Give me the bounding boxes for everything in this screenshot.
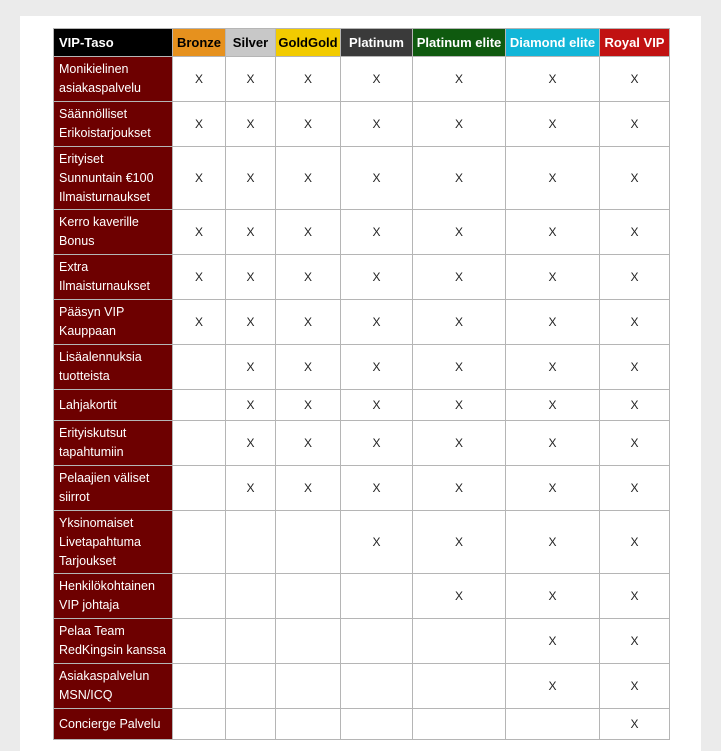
included-mark: X [506, 345, 600, 390]
empty-cell [413, 664, 506, 709]
empty-cell [341, 574, 413, 619]
benefit-label-line: Pääsyn VIP [59, 305, 125, 319]
included-mark: X [413, 574, 506, 619]
included-mark: X [600, 300, 670, 345]
benefit-label-line: Concierge Palvelu [59, 716, 161, 731]
tier-header-goldgold: GoldGold [276, 29, 341, 57]
benefit-label-line: Ilmaisturnaukset [59, 279, 151, 293]
empty-cell [276, 709, 341, 740]
benefit-label-line: tapahtumiin [59, 445, 124, 459]
benefit-label [54, 664, 173, 709]
benefit-row [54, 57, 670, 102]
empty-cell [226, 574, 276, 619]
included-mark: X [276, 300, 341, 345]
included-mark: X [506, 664, 600, 709]
benefit-label-line: Pelaajien väliset [59, 471, 150, 485]
included-mark: X [276, 210, 341, 255]
included-mark: X [226, 466, 276, 511]
included-mark: X [173, 102, 226, 147]
empty-cell [173, 466, 226, 511]
included-mark: X [600, 390, 670, 421]
included-mark: X [600, 421, 670, 466]
included-mark: X [413, 255, 506, 300]
empty-cell [173, 421, 226, 466]
benefit-label-line: Extra [59, 260, 89, 274]
benefit-row [54, 345, 670, 390]
included-mark: X [226, 421, 276, 466]
benefit-label [54, 619, 173, 664]
included-mark: X [413, 210, 506, 255]
included-mark: X [506, 210, 600, 255]
included-mark: X [506, 300, 600, 345]
benefit-label [54, 210, 173, 255]
benefit-row [54, 210, 670, 255]
tier-header-row [54, 29, 670, 57]
empty-cell [226, 619, 276, 664]
included-mark: X [506, 255, 600, 300]
included-mark: X [173, 300, 226, 345]
benefit-label-line: Sunnuntain €100 [59, 170, 154, 185]
tier-header-silver: Silver [226, 29, 276, 57]
included-mark: X [413, 511, 506, 574]
benefit-label-line: MSN/ICQ [59, 688, 113, 702]
included-mark: X [600, 57, 670, 102]
benefit-label [54, 255, 173, 300]
benefit-label-line: Lisäalennuksia [59, 350, 142, 364]
vip-level-header: VIP-Taso [54, 29, 173, 57]
empty-cell [276, 664, 341, 709]
benefit-label-line: Kauppaan [59, 324, 117, 338]
included-mark: X [341, 255, 413, 300]
benefit-label-line: Yksinomaiset [59, 515, 134, 530]
included-mark: X [276, 421, 341, 466]
tier-header-platinum-elite: Platinum elite [413, 29, 506, 57]
included-mark: X [506, 57, 600, 102]
included-mark: X [413, 421, 506, 466]
included-mark: X [600, 466, 670, 511]
benefit-label-line: Kerro kaverille [59, 215, 139, 229]
included-mark: X [506, 390, 600, 421]
included-mark: X [226, 345, 276, 390]
included-mark: X [226, 57, 276, 102]
included-mark: X [506, 574, 600, 619]
benefit-label-line: siirrot [59, 490, 90, 504]
empty-cell [276, 511, 341, 574]
benefit-label-line: Asiakaspalvelun [59, 669, 150, 683]
empty-cell [341, 619, 413, 664]
empty-cell [341, 664, 413, 709]
included-mark: X [600, 147, 670, 210]
benefit-row [54, 300, 670, 345]
benefit-label-line: Bonus [59, 234, 95, 248]
included-mark: X [413, 466, 506, 511]
benefit-label [54, 57, 173, 102]
benefit-label-line: VIP johtaja [59, 598, 120, 612]
benefit-label-line: Henkilökohtainen [59, 579, 155, 593]
included-mark: X [226, 390, 276, 421]
empty-cell [276, 619, 341, 664]
benefit-label [54, 147, 173, 210]
benefit-label [54, 511, 173, 574]
benefit-row [54, 421, 670, 466]
included-mark: X [506, 147, 600, 210]
benefits-table-body [54, 57, 670, 740]
included-mark: X [506, 102, 600, 147]
included-mark: X [226, 102, 276, 147]
included-mark: X [341, 421, 413, 466]
empty-cell [173, 511, 226, 574]
vip-levels-table [53, 28, 670, 740]
included-mark: X [600, 511, 670, 574]
benefit-label-line: asiakaspalvelu [59, 81, 141, 95]
tier-header-diamond-elite: Diamond elite [506, 29, 600, 57]
included-mark: X [341, 102, 413, 147]
included-mark: X [506, 511, 600, 574]
included-mark: X [173, 255, 226, 300]
included-mark: X [226, 255, 276, 300]
empty-cell [173, 574, 226, 619]
included-mark: X [276, 345, 341, 390]
benefit-label-line: Erityiset [59, 151, 104, 166]
empty-cell [173, 709, 226, 740]
empty-cell [173, 390, 226, 421]
included-mark: X [600, 345, 670, 390]
benefit-label-line: Livetapahtuma [59, 534, 142, 549]
included-mark: X [341, 466, 413, 511]
empty-cell [173, 345, 226, 390]
benefit-label-line: RedKingsin kanssa [59, 643, 167, 657]
included-mark: X [506, 421, 600, 466]
empty-cell [173, 619, 226, 664]
benefit-label-line: Monikielinen [59, 62, 129, 76]
included-mark: X [600, 709, 670, 740]
included-mark: X [413, 102, 506, 147]
included-mark: X [341, 300, 413, 345]
included-mark: X [226, 147, 276, 210]
included-mark: X [413, 300, 506, 345]
included-mark: X [413, 390, 506, 421]
included-mark: X [600, 102, 670, 147]
benefit-row [54, 255, 670, 300]
benefit-label-line: Säännölliset [59, 107, 128, 121]
benefit-row [54, 574, 670, 619]
included-mark: X [341, 345, 413, 390]
included-mark: X [226, 300, 276, 345]
tier-header-royal-vip: Royal VIP [600, 29, 670, 57]
empty-cell [506, 709, 600, 740]
included-mark: X [413, 345, 506, 390]
benefit-label [54, 709, 173, 740]
empty-cell [226, 709, 276, 740]
included-mark: X [341, 210, 413, 255]
empty-cell [226, 664, 276, 709]
included-mark: X [600, 255, 670, 300]
benefit-label-line: Lahjakortit [59, 397, 117, 412]
included-mark: X [600, 619, 670, 664]
benefit-label-line: tuotteista [59, 369, 110, 383]
benefit-label [54, 466, 173, 511]
benefit-label [54, 300, 173, 345]
benefit-label [54, 102, 173, 147]
benefit-label [54, 345, 173, 390]
benefit-label-line: Tarjoukset [59, 553, 116, 568]
included-mark: X [276, 102, 341, 147]
empty-cell [173, 664, 226, 709]
benefit-row [54, 147, 670, 210]
included-mark: X [276, 466, 341, 511]
benefit-row [54, 664, 670, 709]
included-mark: X [276, 255, 341, 300]
included-mark: X [413, 57, 506, 102]
included-mark: X [173, 147, 226, 210]
benefit-row [54, 511, 670, 574]
included-mark: X [276, 57, 341, 102]
included-mark: X [341, 147, 413, 210]
tier-header-bronze: Bronze [173, 29, 226, 57]
tier-header-platinum: Platinum [341, 29, 413, 57]
benefit-label-line: Erikoistarjoukset [59, 126, 151, 140]
benefit-row [54, 709, 670, 740]
empty-cell [341, 709, 413, 740]
benefit-label [54, 390, 173, 421]
included-mark: X [276, 390, 341, 421]
empty-cell [413, 619, 506, 664]
included-mark: X [506, 466, 600, 511]
included-mark: X [341, 511, 413, 574]
included-mark: X [226, 210, 276, 255]
included-mark: X [341, 390, 413, 421]
included-mark: X [413, 147, 506, 210]
benefit-label-line: Erityiskutsut [59, 426, 127, 440]
benefit-row [54, 619, 670, 664]
benefit-row [54, 390, 670, 421]
included-mark: X [173, 57, 226, 102]
empty-cell [276, 574, 341, 619]
benefit-label-line: Pelaa Team [59, 624, 125, 638]
benefit-label [54, 574, 173, 619]
benefit-row [54, 102, 670, 147]
benefit-label [54, 421, 173, 466]
benefit-label-line: Ilmaisturnaukset [59, 189, 151, 204]
benefit-row [54, 466, 670, 511]
included-mark: X [173, 210, 226, 255]
included-mark: X [506, 619, 600, 664]
included-mark: X [600, 210, 670, 255]
included-mark: X [600, 664, 670, 709]
empty-cell [413, 709, 506, 740]
included-mark: X [276, 147, 341, 210]
included-mark: X [600, 574, 670, 619]
included-mark: X [341, 57, 413, 102]
empty-cell [226, 511, 276, 574]
